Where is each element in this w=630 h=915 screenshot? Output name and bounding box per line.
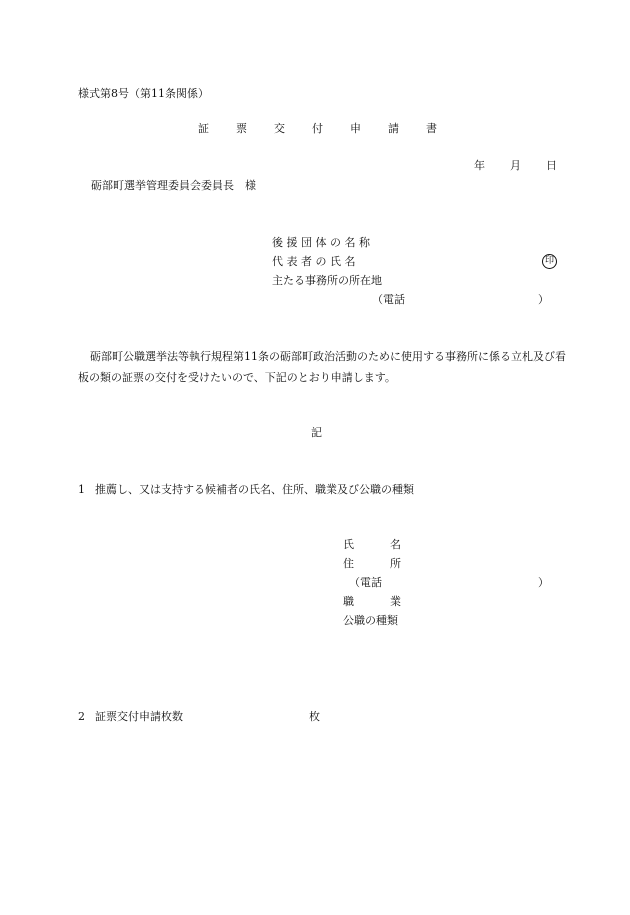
candidate-job-label-b: 業 — [390, 595, 401, 608]
item-2-unit: 枚 — [309, 710, 320, 723]
title-char: 交 — [274, 122, 285, 135]
item-1-text: 推薦し、又は支持する候補者の氏名、住所、職業及び公職の種類 — [95, 483, 414, 496]
item-2-number: 2 — [78, 710, 85, 723]
seal-icon: 印 — [542, 254, 557, 269]
candidate-phone-open: （電話 — [349, 576, 382, 589]
title-char: 書 — [426, 122, 437, 135]
candidate-name-label-b: 名 — [390, 538, 401, 551]
title-char: 請 — [388, 122, 399, 135]
phone-close: ） — [538, 293, 549, 306]
candidate-office-type-label: 公職の種類 — [343, 614, 398, 627]
date-month: 月 — [510, 159, 521, 172]
item-1-number: 1 — [78, 483, 85, 496]
title-char: 証 — [198, 122, 209, 135]
candidate-address-label-a: 住 — [343, 557, 354, 570]
addressee: 砺部町選挙管理委員会委員長 様 — [91, 179, 256, 192]
supporting-group-name-label: 後 援 団 体 の 名 称 — [272, 236, 370, 249]
date-year: 年 — [474, 159, 485, 172]
candidate-job-label-a: 職 — [343, 595, 354, 608]
title-char: 申 — [350, 122, 361, 135]
ki-heading: 記 — [311, 426, 322, 439]
title-char: 票 — [236, 122, 247, 135]
date-day: 日 — [546, 159, 557, 172]
candidate-name-label-a: 氏 — [343, 538, 354, 551]
item-2-text: 証票交付申請枚数 — [95, 710, 183, 723]
representative-name-label: 代 表 者 の 氏 名 — [272, 255, 356, 268]
candidate-address-label-b: 所 — [390, 557, 401, 570]
body-paragraph: 砺部町公職選挙法等執行規程第11条の砺部町政治活動のために使用する事務所に係る立札及び看板の類の証票の交付を受けたいので、下記のとおり申請します。 — [78, 350, 566, 384]
office-address-label: 主たる事務所の所在地 — [272, 274, 382, 287]
candidate-phone-close: ） — [538, 576, 549, 589]
title-char: 付 — [312, 122, 323, 135]
phone-open: （電話 — [372, 293, 405, 306]
form-number-label: 様式第8号（第11条関係） — [78, 87, 209, 100]
